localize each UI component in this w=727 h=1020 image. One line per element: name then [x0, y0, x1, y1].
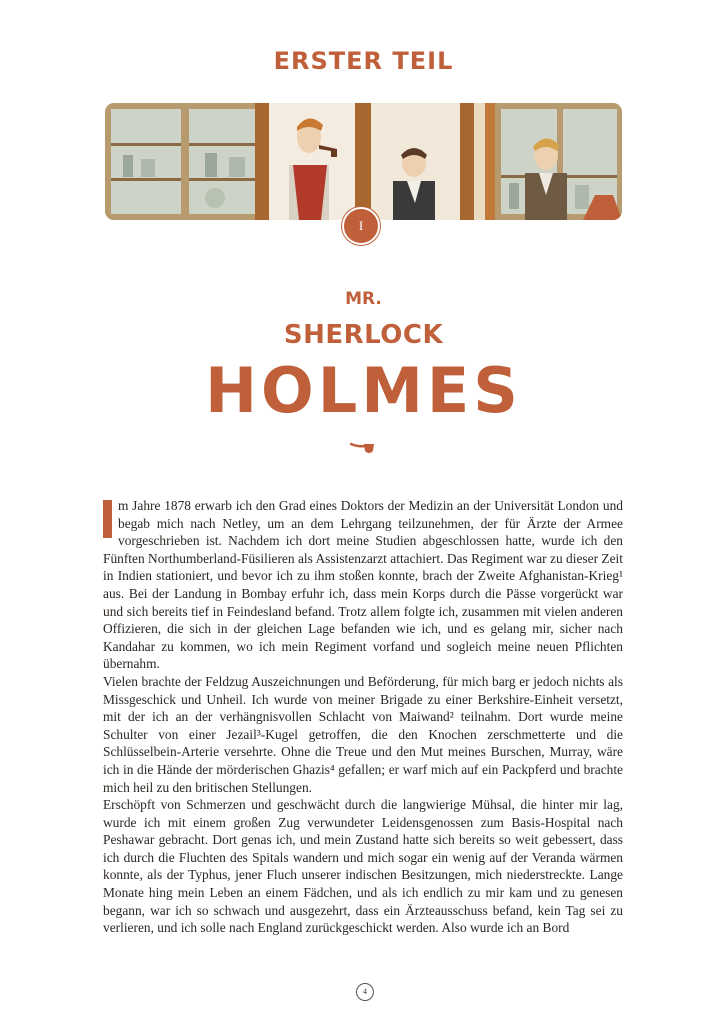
title-line-sherlock: SHERLOCK	[283, 320, 444, 350]
paragraph-2: Vielen brachte der Feldzug Auszeichnungen und Beförderung, für mich barg er jedoch nichts als Missgeschick und Unheil. Ich wurde von meiner Brigade zu einer Berkshire-Einheit versetzt, mit der ich an der verhängnisvollen Schlacht von Maiwand² teilnahm. Dort wurde meine Schulter von einer Jezail³-Kugel getroffen, die den Knochen zerschmetterte und die Schlüsselbein-Arterie versehrte. Ohne die Treue und den Mut meines Burschen, Murray, wäre ich in die Hände der mörderischen Ghazis⁴ gefallen; er warf mich auf ein Packpferd und brachte mich heil zu den britischen Stellungen.	[103, 673, 623, 795]
pipe-icon	[350, 440, 378, 456]
title-line-holmes: HOLMES	[205, 354, 522, 427]
paragraph-1	[103, 497, 623, 673]
chapter-illustration	[105, 103, 622, 220]
dropcap-initial	[103, 500, 112, 538]
chapter-number-badge: I	[342, 207, 380, 245]
paragraph-3: Erschöpft von Schmerzen und geschwächt durch die langwierige Mühsal, die hinter mir lag, wurde ich mit einem großen Zug verwundeter Leidensgenossen zum Basis-Hospital nach Peshawar gebracht. Dort genas ich, und mein Zustand hatte sich bereits so weit gebessert, dass ich durch die Fluchten des Spitals wandern und mich sogar ein wenig auf der Veranda wärmen konnte, als der Typhus, jener Fluch unserer indischen Besitzungen, mich niederstreckte. Lange Monate hing mein Leben an einem Fädchen, und als ich endlich zu mir kam und zu genesen begann, war ich so schwach und ausgezehrt, dass ein Ärzteausschuss befand, kein Tag sei zu verlieren, und ich solle nach England zurückgeschickt werden. Also wurde ich an Bord	[103, 797, 623, 936]
paragraph-1-text: m Jahre 1878 erwarb ich den Grad eines Doktors der Medizin an der Universität London und begab mich nach Netley, um an dem Lehrgang teilzunehmen, der für Ärzte der Armee vorgeschrieben ist. Nachdem ich dort meine Studien abgeschlossen hatte, wurde ich den Fünften Northumberland-Füsilieren als Assistenzarzt attachiert. Das Regiment war zu dieser Zeit in Indien stationiert, und bevor ich zu ihm stoßen konnte, brach der Zweite Afghanistan-Krieg¹ aus. Bei der Landung in Bombay erfuhr ich, dass mein Korps durch die Pässe vorgerückt war und sich bereits tief in Feindesland befand. Trotz allem folgte ich, zusammen mit vielen anderen Offizieren, die sich in der gleichen Lage befanden wie ich, und es gelang mir, sicher nach Kandahar zu kommen, wo ich mein Regiment vorfand und sogleich meine neuen Pflichten übernahm.	[103, 498, 623, 672]
page-number: 4	[356, 983, 374, 1001]
chapter-body	[103, 497, 623, 937]
title-line-mr: MR.	[345, 289, 382, 309]
part-title: ERSTER TEIL	[273, 47, 454, 75]
